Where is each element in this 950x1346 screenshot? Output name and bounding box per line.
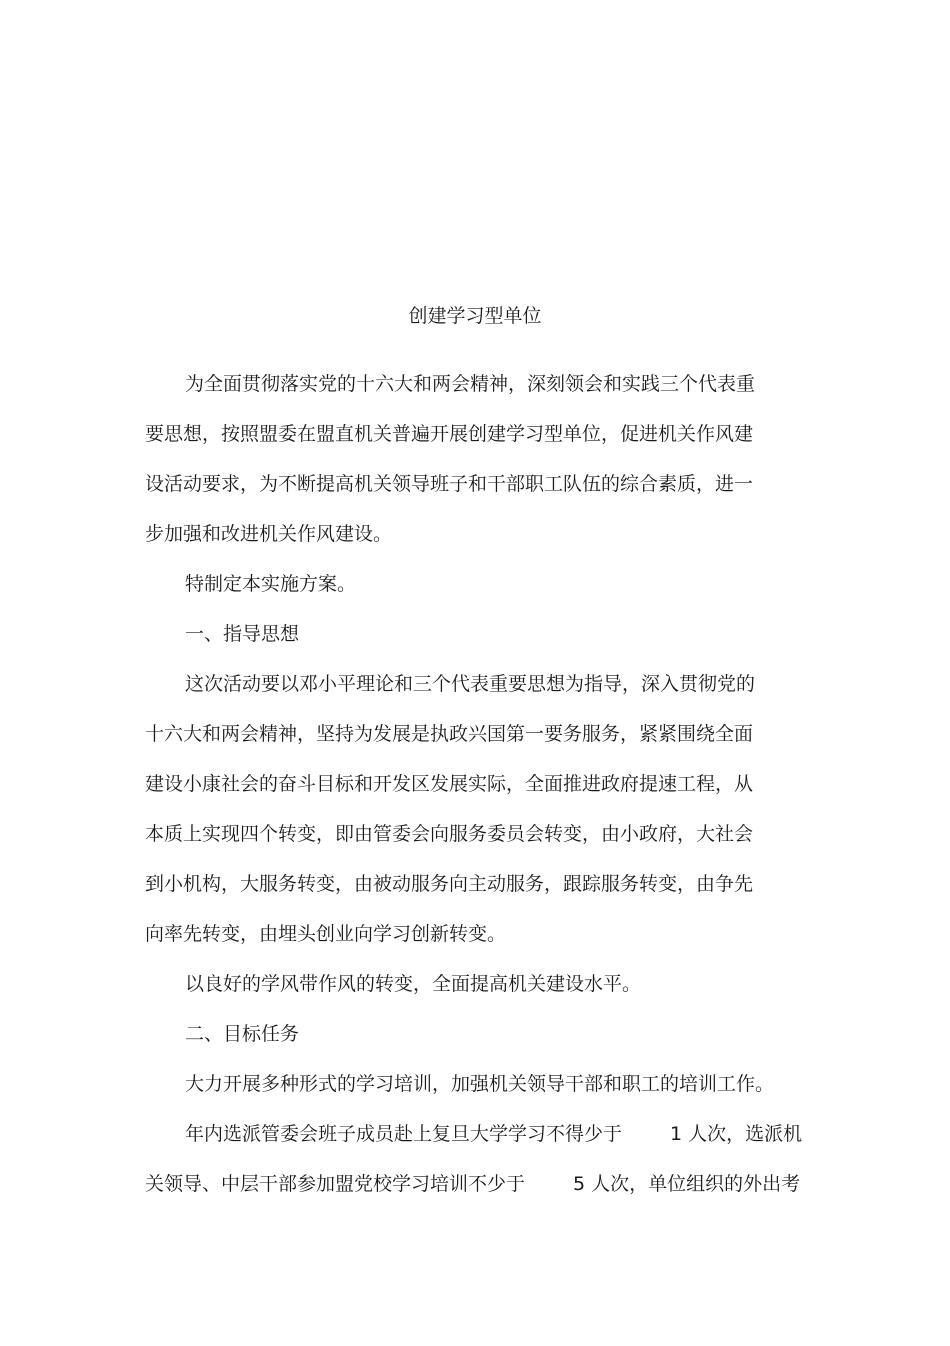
paragraph-line: 建设小康社会的奋斗目标和开发区发展实际，全面推进政府提速工程，从 (145, 773, 754, 795)
section-heading: 二、目标任务 (185, 1023, 300, 1045)
paragraph-line: 大力开展多种形式的学习培训，加强机关领导干部和职工的培训工作。 (185, 1073, 775, 1095)
paragraph-line: 这次活动要以邓小平理论和三个代表重要思想为指导，深入贯彻党的 (185, 673, 756, 695)
paragraph-line: 本质上实现四个转变，即由管委会向服务委员会转变，由小政府，大社会 (145, 823, 754, 845)
paragraph-line: 要思想，按照盟委在盟直机关普遍开展创建学习型单位，促进机关作风建 (145, 423, 754, 445)
paragraph-text: 5 人次，单位组织的外出考 (573, 1173, 801, 1195)
paragraph-line: 步加强和改进机关作风建设。 (145, 523, 393, 545)
paragraph-line: 设活动要求，为不断提高机关领导班子和干部职工队伍的综合素质，进一 (145, 473, 754, 495)
paragraph-line: 向率先转变，由埋头创业向学习创新转变。 (145, 923, 507, 945)
paragraph-line: 十六大和两会精神，坚持为发展是执政兴国第一要务服务，紧紧围绕全面 (145, 723, 754, 745)
document-title: 创建学习型单位 (408, 305, 542, 327)
paragraph-text: 关领导、中层干部参加盟党校学习培训不少于 (145, 1173, 526, 1195)
paragraph-line: 为全面贯彻落实党的十六大和两会精神，深刻领会和实践三个代表重 (185, 373, 756, 395)
section-heading: 一、指导思想 (185, 623, 300, 645)
paragraph-line: 以良好的学风带作风的转变，全面提高机关建设水平。 (185, 973, 642, 995)
paragraph-text: 1 人次，选派机 (670, 1123, 803, 1145)
paragraph-line (185, 1121, 802, 1147)
paragraph-text: 年内选派管委会班子成员赴上复旦大学学习不得少于 (185, 1123, 623, 1145)
paragraph-line (145, 1171, 800, 1197)
paragraph-line: 特制定本实施方案。 (185, 573, 357, 595)
paragraph-line: 到小机构，大服务转变，由被动服务向主动服务，跟踪服务转变，由争先 (145, 873, 754, 895)
